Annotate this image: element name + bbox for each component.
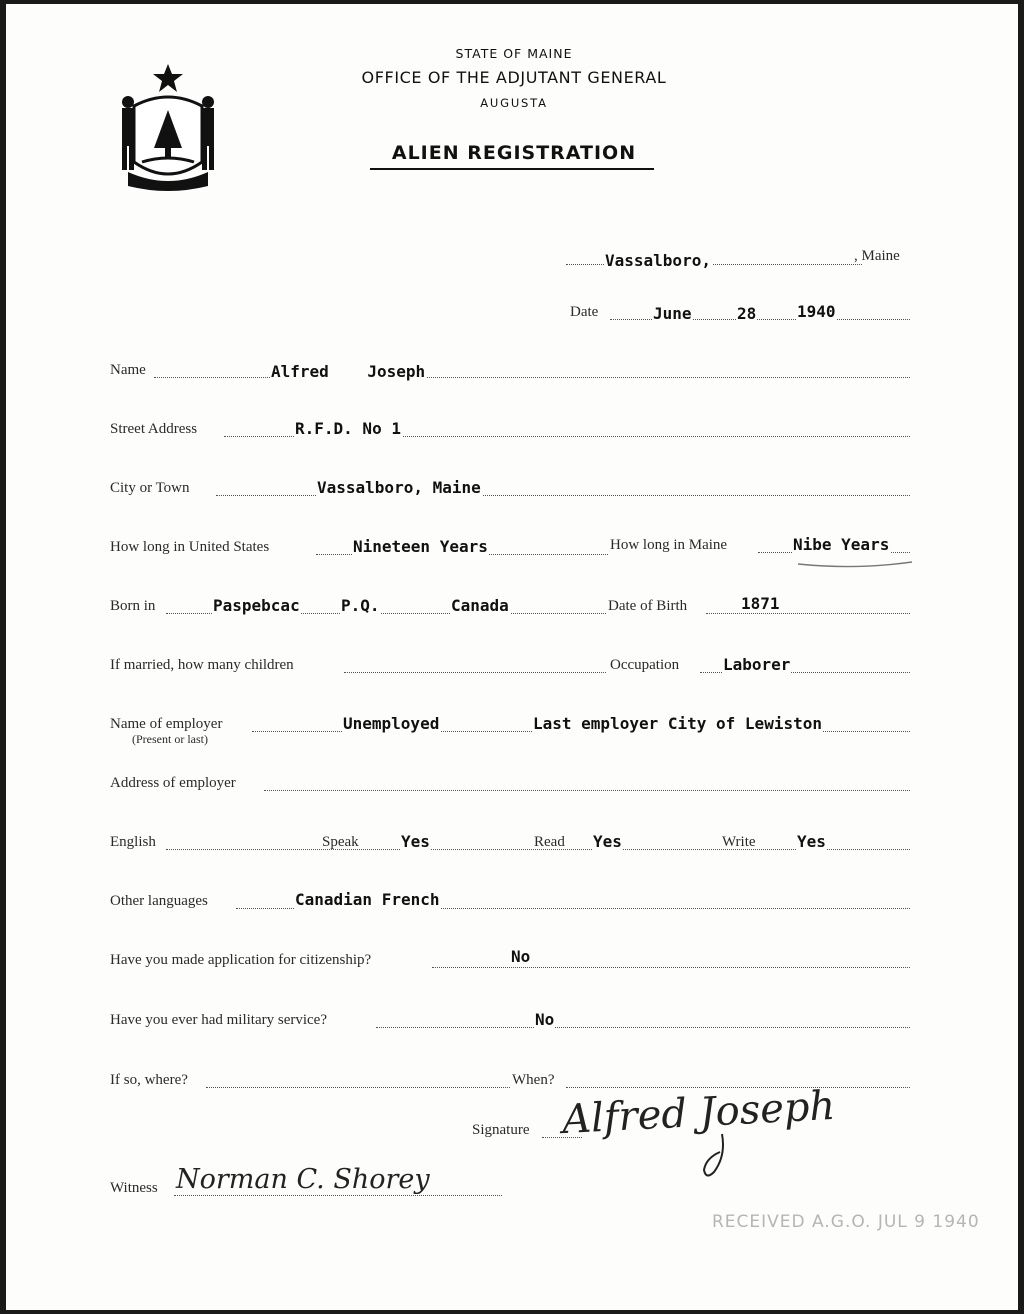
- where-line: [206, 1087, 510, 1088]
- name-value: Alfred Joseph: [271, 362, 426, 381]
- city-value: Vassalboro, Maine: [317, 478, 481, 497]
- how-long-maine-label: How long in Maine: [610, 537, 728, 553]
- employer-address-line: [264, 790, 910, 791]
- office-name: OFFICE OF THE ADJUTANT GENERAL: [361, 68, 667, 87]
- how-long-us-value: Nineteen Years: [353, 537, 488, 556]
- children-label: If married, how many children: [110, 657, 294, 673]
- location-value: Vassalboro,: [605, 251, 711, 270]
- speak-label: Speak: [322, 834, 359, 850]
- received-stamp: RECEIVED A.G.O. JUL 9 1940: [712, 1212, 980, 1232]
- born-in-place: Paspebcac: [213, 596, 300, 615]
- citizenship-value: No: [511, 947, 531, 966]
- read-value: Yes: [593, 832, 622, 851]
- military-value: No: [535, 1010, 555, 1029]
- employer-sublabel: (Present or last): [132, 732, 208, 746]
- street-label: Street Address: [110, 421, 198, 437]
- street-value: R.F.D. No 1: [295, 419, 401, 438]
- other-languages-label: Other languages: [110, 893, 208, 909]
- signature-label: Signature: [472, 1122, 530, 1138]
- when-label: When?: [512, 1072, 555, 1088]
- write-value: Yes: [797, 832, 826, 851]
- occupation-label: Occupation: [610, 657, 680, 673]
- state-name: STATE OF MAINE: [455, 46, 573, 61]
- military-label: Have you ever had military service?: [110, 1012, 327, 1028]
- other-languages-value: Canadian French: [295, 890, 440, 909]
- signature-value: Alfred Joseph: [560, 1082, 837, 1144]
- where-label: If so, where?: [110, 1072, 188, 1088]
- location-suffix: , Maine: [854, 248, 900, 264]
- born-in-province: P.Q.: [341, 596, 380, 615]
- born-in-country: Canada: [451, 596, 509, 615]
- dob-value: 1871: [741, 594, 780, 613]
- date-day: 28: [737, 304, 757, 323]
- name-line: [154, 377, 910, 378]
- date-year: 1940: [797, 302, 836, 321]
- witness-label: Witness: [110, 1180, 158, 1196]
- office-city: AUGUSTA: [480, 96, 548, 110]
- date-label: Date: [570, 304, 599, 320]
- employer-label: Name of employer: [110, 716, 223, 732]
- name-label: Name: [110, 362, 146, 378]
- speak-value: Yes: [401, 832, 430, 851]
- how-long-maine-value: Nibe Years: [793, 535, 890, 554]
- occupation-value: Laborer: [723, 655, 791, 674]
- form-title: ALIEN REGISTRATION: [391, 142, 637, 164]
- witness-line: [174, 1195, 502, 1196]
- employer-value: Unemployed: [343, 714, 440, 733]
- witness-value: Norman C. Shorey: [176, 1164, 430, 1195]
- born-in-label: Born in: [110, 598, 156, 614]
- employer-address-label: Address of employer: [110, 775, 236, 791]
- children-line: [344, 672, 606, 673]
- registration-form: [6, 4, 1018, 1310]
- pencil-underline: [796, 556, 916, 570]
- write-label: Write: [722, 834, 756, 850]
- state-seal: [114, 62, 222, 194]
- signature-flourish: [696, 1132, 736, 1182]
- city-label: City or Town: [110, 480, 190, 496]
- citizenship-line: [432, 967, 910, 968]
- dob-line: [706, 613, 910, 614]
- read-label: Read: [534, 834, 565, 850]
- last-employer-value: Last employer City of Lewiston: [533, 714, 822, 733]
- dob-label: Date of Birth: [608, 598, 688, 614]
- title-underline: [370, 168, 654, 170]
- military-line: [376, 1027, 910, 1028]
- how-long-us-label: How long in United States: [110, 539, 270, 555]
- date-month: June: [653, 304, 692, 323]
- english-label: English: [110, 834, 156, 850]
- citizenship-label: Have you made application for citizenship?: [110, 952, 372, 968]
